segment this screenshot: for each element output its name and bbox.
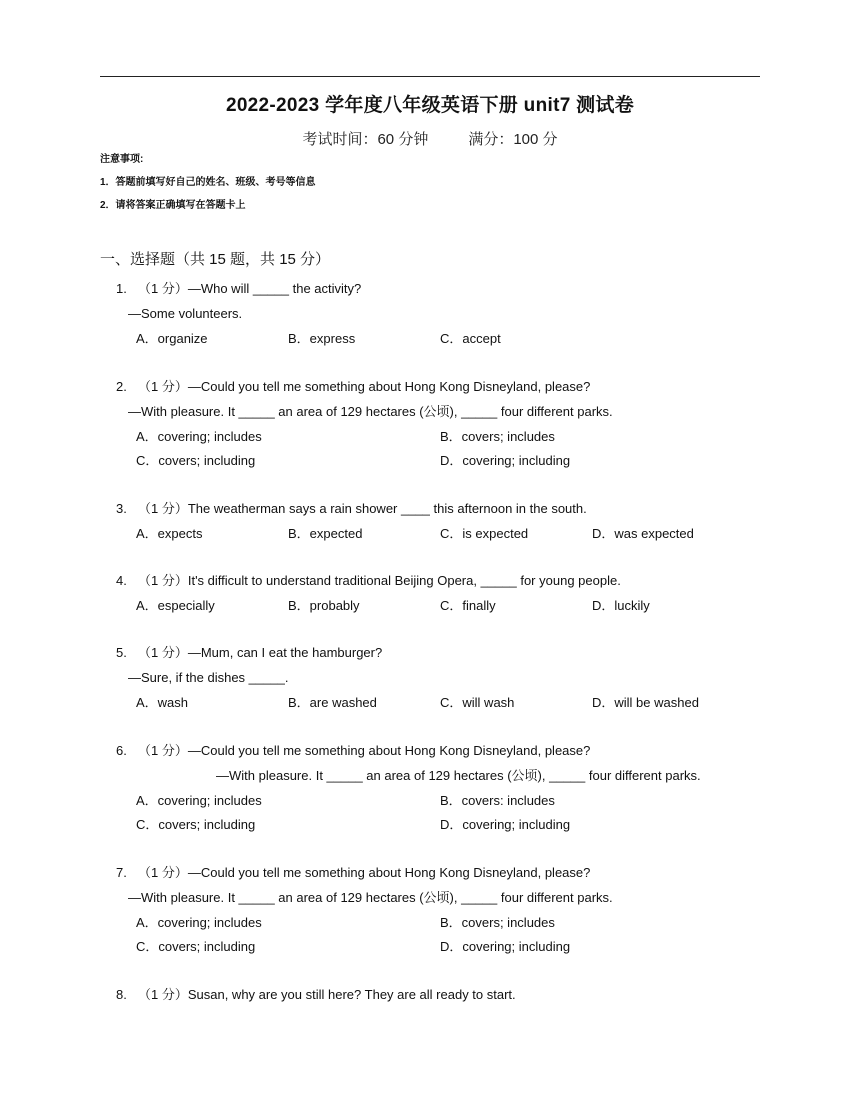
question-stem: （1 分）—Could you tell me something about Hong Kong Disneyland, please? — [138, 865, 591, 880]
option-b[interactable]: B．are washed — [288, 695, 377, 710]
option-c[interactable]: C．will wash — [440, 695, 515, 710]
options-row — [116, 330, 756, 354]
question-line: —Some volunteers. — [128, 306, 243, 321]
option-d[interactable]: D．will be washed — [592, 695, 699, 710]
option-c[interactable]: C．is expected — [440, 526, 529, 541]
question-line: —With pleasure. It _____ an area of 129 hectares (公顷), _____ four different parks. — [128, 404, 613, 419]
option-c[interactable]: C．covers; including — [136, 817, 256, 832]
option-a[interactable]: A．wash — [136, 695, 189, 710]
notes-block — [100, 152, 316, 221]
question-8 — [116, 986, 756, 1011]
option-a[interactable]: A．covering; includes — [136, 793, 262, 808]
question-stem: （1 分）—Mum, can I eat the hamburger? — [138, 645, 383, 660]
question-number: 8. — [116, 987, 127, 1002]
section-heading: 一、选择题（共 15 题，共 15 分） — [100, 251, 331, 268]
option-b[interactable]: B．expected — [288, 526, 363, 541]
question-line: —With pleasure. It _____ an area of 129 hectares (公顷), _____ four different parks. — [216, 768, 701, 783]
option-b[interactable]: B．probably — [288, 598, 360, 613]
question-stem: （1 分）—Who will _____ the activity? — [138, 281, 362, 296]
question-stem: （1 分）—Could you tell me something about Hong Kong Disneyland, please? — [138, 743, 591, 758]
option-a[interactable]: A．organize — [136, 331, 208, 346]
top-rule — [100, 76, 760, 77]
question-2 — [116, 378, 756, 476]
options-row — [116, 792, 756, 816]
question-5 — [116, 644, 756, 718]
option-a[interactable]: A．covering; includes — [136, 429, 262, 444]
option-d[interactable]: D．covering; including — [440, 453, 571, 468]
option-a[interactable]: A．especially — [136, 598, 215, 613]
question-number: 1. — [116, 281, 127, 296]
option-b[interactable]: B．express — [288, 331, 356, 346]
options-row — [116, 428, 756, 452]
options-row — [116, 525, 756, 549]
question-stem: （1 分）The weatherman says a rain shower ____ this afternoon in the south. — [138, 501, 587, 516]
option-b[interactable]: B．covers: includes — [440, 793, 555, 808]
options-row — [116, 816, 756, 840]
option-c[interactable]: C．covers; including — [136, 453, 256, 468]
notes-item: 1．答题前填写好自己的姓名、班级、考号等信息 — [100, 177, 316, 188]
option-c[interactable]: C．covers; including — [136, 939, 256, 954]
notes-heading: 注意事项: — [100, 154, 144, 165]
question-number: 6. — [116, 743, 127, 758]
options-row — [116, 452, 756, 476]
option-b[interactable]: B．covers; includes — [440, 915, 555, 930]
question-number: 4. — [116, 573, 127, 588]
question-7 — [116, 864, 756, 962]
exam-info — [0, 128, 860, 149]
option-c[interactable]: C．accept — [440, 331, 501, 346]
option-d[interactable]: D．covering; including — [440, 939, 571, 954]
question-number: 5. — [116, 645, 127, 660]
question-number: 3. — [116, 501, 127, 516]
question-number: 7. — [116, 865, 127, 880]
notes-item: 2．请将答案正确填写在答题卡上 — [100, 200, 246, 211]
question-6 — [116, 742, 756, 840]
question-4 — [116, 572, 756, 621]
option-a[interactable]: A．expects — [136, 526, 203, 541]
question-3 — [116, 500, 756, 549]
option-b[interactable]: B．covers; includes — [440, 429, 555, 444]
question-stem: （1 分）Susan, why are you still here? They are all ready to start. — [138, 987, 516, 1002]
question-line: —Sure, if the dishes _____. — [128, 670, 289, 685]
option-c[interactable]: C．finally — [440, 598, 496, 613]
options-row — [116, 694, 756, 718]
options-row — [116, 938, 756, 962]
option-d[interactable]: D．was expected — [592, 526, 694, 541]
option-a[interactable]: A．covering; includes — [136, 915, 262, 930]
question-line: —With pleasure. It _____ an area of 129 hectares (公顷), _____ four different parks. — [128, 890, 613, 905]
options-row — [116, 914, 756, 938]
options-row — [116, 597, 756, 621]
question-stem: （1 分）It's difficult to understand traditional Beijing Opera, _____ for young people. — [138, 573, 621, 588]
question-stem: （1 分）—Could you tell me something about Hong Kong Disneyland, please? — [138, 379, 591, 394]
question-number: 2. — [116, 379, 127, 394]
question-1 — [116, 280, 756, 354]
option-d[interactable]: D．luckily — [592, 598, 650, 613]
exam-time: 考试时间：60 分钟 — [302, 131, 429, 148]
full-score: 满分：100 分 — [468, 131, 558, 148]
option-d[interactable]: D．covering; including — [440, 817, 571, 832]
page-title: 2022-2023 学年度八年级英语下册 unit7 测试卷 — [225, 95, 635, 116]
